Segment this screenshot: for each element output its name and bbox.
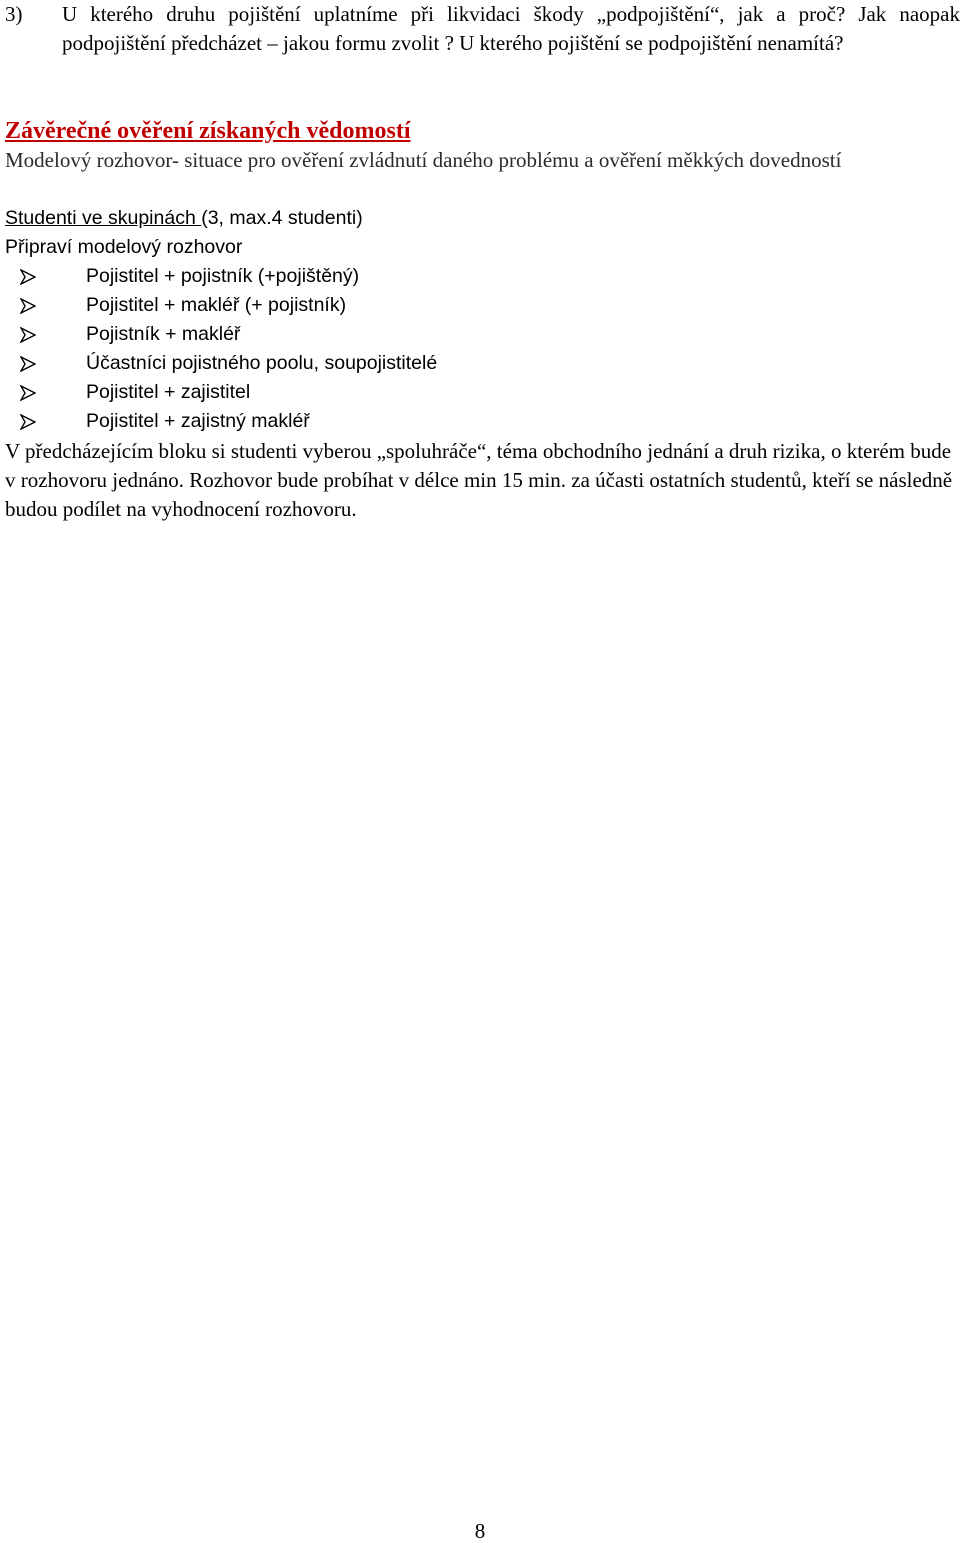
question-row (5, 0, 960, 58)
list-item-label: Pojistitel + makléř (+ pojistník) (86, 294, 347, 316)
list-item-label: Účastníci pojistného poolu, soupojistitelé (86, 352, 438, 374)
arrow-bullet-icon (20, 385, 86, 401)
list-item (20, 407, 437, 436)
list-item-label: Pojistitel + zajistitel (86, 381, 251, 403)
list-item (20, 320, 437, 349)
section-heading: Závěrečné ověření získaných vědomostí (5, 118, 411, 144)
list-item-label: Pojistitel + pojistník (+pojištěný) (86, 265, 360, 287)
question-text: U kterého druhu pojištění uplatníme při likvidaci škody „podpojištění“, jak a proč? Jak naopak podpojištění předcházet – jakou formu zvolit ? U kterého pojištění se podpojištění nenamítá? (62, 2, 960, 55)
groups-underlined-text: Studenti ve skupinách (5, 207, 202, 229)
prepare-line: Připraví modelový rozhovor (5, 236, 243, 258)
groups-line (5, 204, 363, 233)
list-item (20, 262, 437, 291)
bullet-list (20, 262, 437, 436)
question-number: 3) (5, 2, 23, 26)
arrow-bullet-icon (20, 298, 86, 314)
list-item-label: Pojistník + makléř (86, 323, 241, 345)
page-number: 8 (474, 1519, 486, 1543)
closing-paragraph: V předcházejícím bloku si studenti vyberou „spoluhráče“, téma obchodního jednání a druh rizika, o kterém bude v rozhovoru jednáno. Rozhovor bude probíhat v délce min 15 min. za účasti ostatních studentů, kteří se následně budou podílet na vyhodnocení rozhovoru. (5, 439, 953, 521)
list-item (20, 378, 437, 407)
arrow-bullet-icon (20, 356, 86, 372)
list-item (20, 291, 437, 320)
list-item-label: Pojistitel + zajistný makléř (86, 410, 310, 432)
section-intro: Modelový rozhovor- situace pro ověření zvládnutí daného problému a ověření měkkých dovedností (5, 148, 842, 172)
list-item (20, 349, 437, 378)
groups-rest-text: (3, max.4 studenti) (201, 207, 363, 229)
arrow-bullet-icon (20, 327, 86, 343)
arrow-bullet-icon (20, 269, 86, 285)
arrow-bullet-icon (20, 414, 86, 430)
question-block (5, 0, 960, 58)
